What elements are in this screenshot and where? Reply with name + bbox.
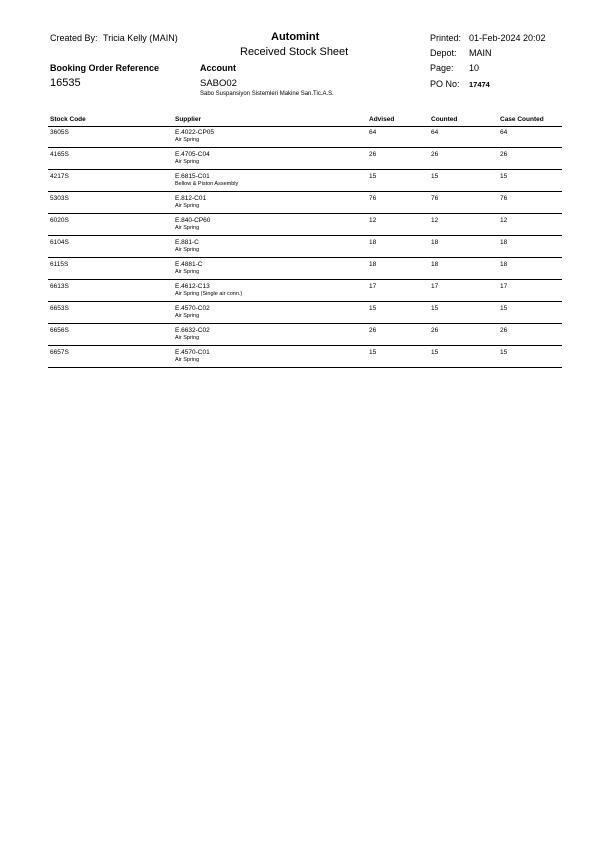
table-row bbox=[48, 280, 562, 302]
stock-code: 6613S bbox=[50, 283, 69, 290]
supplier-code: E.4612-C13 bbox=[175, 283, 210, 290]
table-row bbox=[48, 302, 562, 324]
case-counted-qty: 12 bbox=[500, 217, 508, 224]
printed-label: Printed: bbox=[430, 33, 462, 43]
case-counted-qty: 15 bbox=[500, 173, 508, 180]
item-description: Bellow & Piston Assembly bbox=[175, 181, 239, 187]
table-row bbox=[48, 258, 562, 280]
stock-code: 4165S bbox=[50, 151, 69, 158]
item-description: Air Spring bbox=[175, 225, 200, 231]
case-counted-qty: 26 bbox=[500, 151, 508, 158]
supplier-code: E.4570-C02 bbox=[175, 305, 210, 312]
account-name: Sabo Suspansiyon Sistemleri Makine San.Tic.A.S. bbox=[200, 91, 334, 97]
stock-table bbox=[48, 126, 562, 368]
table-row bbox=[48, 126, 562, 148]
advised-qty: 15 bbox=[369, 349, 377, 356]
item-description: Air Spring bbox=[175, 203, 200, 209]
account-value: SABO02 bbox=[200, 78, 237, 89]
col-header-counted: Counted bbox=[431, 116, 458, 123]
case-counted-qty: 64 bbox=[500, 129, 508, 136]
case-counted-qty: 76 bbox=[500, 195, 508, 202]
supplier-code: E.6815-C01 bbox=[175, 173, 210, 180]
item-description: Air Spring (Single air conn.) bbox=[175, 291, 243, 297]
stock-code: 4217S bbox=[50, 173, 69, 180]
advised-qty: 64 bbox=[369, 129, 377, 136]
stock-code: 6020S bbox=[50, 217, 69, 224]
item-description: Air Spring bbox=[175, 247, 200, 253]
supplier-code: E.881-C bbox=[175, 239, 199, 246]
advised-qty: 76 bbox=[369, 195, 377, 202]
po-label: PO No: bbox=[430, 79, 460, 89]
case-counted-qty: 18 bbox=[500, 239, 508, 246]
stock-code: 6656S bbox=[50, 327, 69, 334]
depot-label: Depot: bbox=[430, 48, 457, 58]
account-label: Account bbox=[200, 63, 236, 73]
advised-qty: 17 bbox=[369, 283, 377, 290]
supplier-code: E.4705-C04 bbox=[175, 151, 210, 158]
advised-qty: 15 bbox=[369, 305, 377, 312]
case-counted-qty: 15 bbox=[500, 305, 508, 312]
company-name: Automint bbox=[271, 31, 320, 43]
stock-code: 6653S bbox=[50, 305, 69, 312]
counted-qty: 76 bbox=[431, 195, 439, 202]
table-row bbox=[48, 214, 562, 236]
table-row bbox=[48, 192, 562, 214]
item-description: Air Spring bbox=[175, 357, 200, 363]
table-row bbox=[48, 170, 562, 192]
counted-qty: 64 bbox=[431, 129, 439, 136]
stock-code: 6657S bbox=[50, 349, 69, 356]
printed-value: 01-Feb-2024 20:02 bbox=[469, 33, 546, 43]
supplier-code: E.4022-CP05 bbox=[175, 129, 215, 136]
counted-qty: 15 bbox=[431, 349, 439, 356]
supplier-code: E.840-CP60 bbox=[175, 217, 211, 224]
supplier-code: E.4881-C bbox=[175, 261, 203, 268]
supplier-code: E.6632-C02 bbox=[175, 327, 210, 334]
col-header-case-counted: Case Counted bbox=[500, 116, 544, 123]
counted-qty: 26 bbox=[431, 327, 439, 334]
advised-qty: 26 bbox=[369, 327, 377, 334]
advised-qty: 12 bbox=[369, 217, 377, 224]
supplier-code: E.4570-C01 bbox=[175, 349, 210, 356]
counted-qty: 18 bbox=[431, 261, 439, 268]
table-row bbox=[48, 324, 562, 346]
po-value: 17474 bbox=[469, 80, 490, 89]
booking-label: Booking Order Reference bbox=[50, 63, 160, 73]
report-title: Received Stock Sheet bbox=[240, 46, 349, 58]
case-counted-qty: 17 bbox=[500, 283, 508, 290]
stock-code: 6104S bbox=[50, 239, 69, 246]
counted-qty: 26 bbox=[431, 151, 439, 158]
col-header-supplier: Supplier bbox=[175, 116, 202, 123]
stock-code: 6115S bbox=[50, 261, 69, 268]
created-by bbox=[50, 33, 178, 43]
stock-code: 3605S bbox=[50, 129, 69, 136]
advised-qty: 15 bbox=[369, 173, 377, 180]
case-counted-qty: 15 bbox=[500, 349, 508, 356]
depot-value: MAIN bbox=[469, 48, 492, 58]
case-counted-qty: 26 bbox=[500, 327, 508, 334]
counted-qty: 12 bbox=[431, 217, 439, 224]
booking-value: 16535 bbox=[50, 77, 81, 89]
counted-qty: 18 bbox=[431, 239, 439, 246]
page-label: Page: bbox=[430, 63, 454, 73]
created-by-value: Tricia Kelly (MAIN) bbox=[103, 33, 178, 43]
case-counted-qty: 18 bbox=[500, 261, 508, 268]
item-description: Air Spring bbox=[175, 269, 200, 275]
item-description: Air Spring bbox=[175, 159, 200, 165]
counted-qty: 15 bbox=[431, 173, 439, 180]
counted-qty: 17 bbox=[431, 283, 439, 290]
advised-qty: 18 bbox=[369, 239, 377, 246]
item-description: Air Spring bbox=[175, 313, 200, 319]
table-row bbox=[48, 346, 562, 368]
created-by-label: Created By: bbox=[50, 33, 98, 43]
counted-qty: 15 bbox=[431, 305, 439, 312]
supplier-code: E.812-C01 bbox=[175, 195, 207, 202]
table-row bbox=[48, 148, 562, 170]
item-description: Air Spring bbox=[175, 335, 200, 341]
stock-code: 5303S bbox=[50, 195, 69, 202]
col-header-advised: Advised bbox=[369, 116, 395, 123]
table-row bbox=[48, 236, 562, 258]
advised-qty: 26 bbox=[369, 151, 377, 158]
page-value: 10 bbox=[469, 63, 480, 73]
col-header-stock-code: Stock Code bbox=[50, 116, 86, 123]
advised-qty: 18 bbox=[369, 261, 377, 268]
item-description: Air Spring bbox=[175, 137, 200, 143]
